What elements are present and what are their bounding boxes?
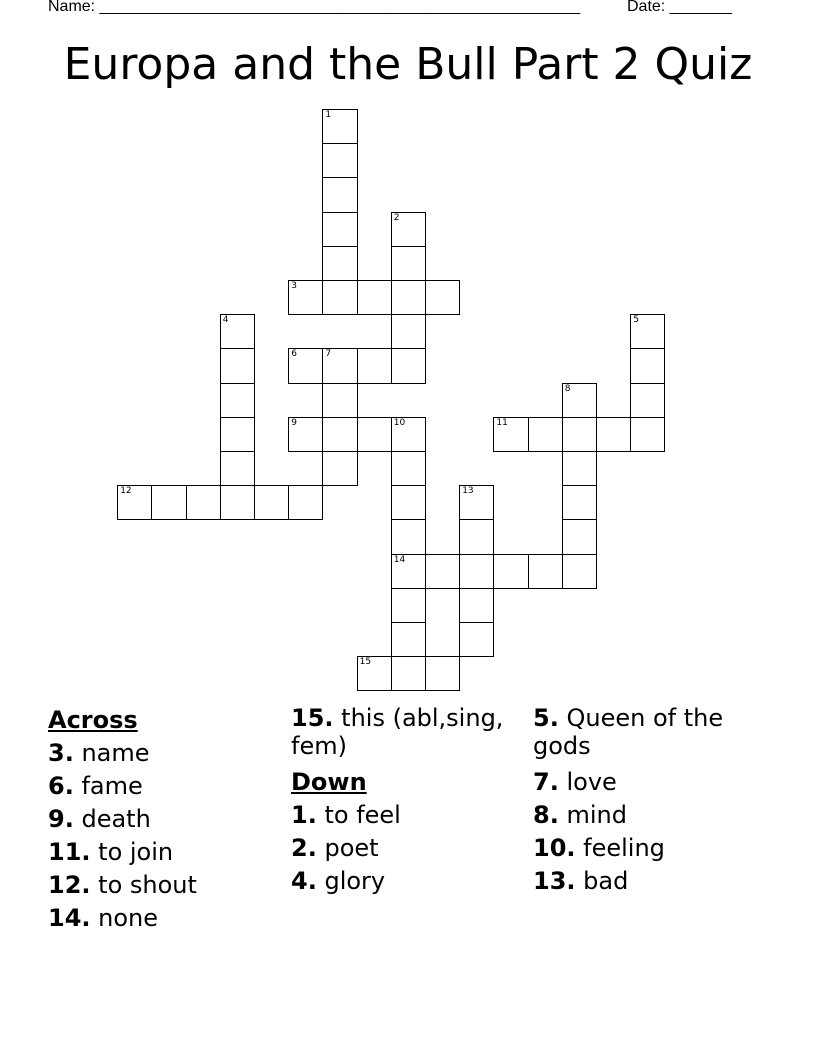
- clue-text: this (abl,sing, fem): [291, 704, 504, 760]
- clues-column-1: [48, 704, 278, 935]
- clue-text: death: [81, 805, 151, 833]
- crossword-cell[interactable]: [630, 383, 665, 418]
- down-heading: Down: [291, 768, 367, 796]
- crossword-cell[interactable]: [220, 417, 255, 452]
- clue-number: 15.: [291, 704, 334, 732]
- clue-number: 2.: [291, 834, 317, 862]
- clue-down-7: [533, 766, 763, 799]
- crossword-cell[interactable]: [322, 246, 357, 281]
- clue-text: Queen of the gods: [533, 704, 724, 760]
- clue-across-15: [291, 704, 521, 760]
- clue-number-label: 5: [633, 315, 639, 326]
- crossword-cell[interactable]: [322, 383, 357, 418]
- clue-down-8: [533, 799, 763, 832]
- clue-number-label: 3: [291, 281, 297, 291]
- crossword-cell[interactable]: [288, 485, 323, 520]
- crossword-cell[interactable]: [322, 109, 357, 144]
- clue-number-label: 2: [393, 212, 400, 223]
- clue-text: none: [98, 904, 159, 932]
- crossword-cell[interactable]: [459, 485, 494, 520]
- crossword-cell[interactable]: [391, 314, 426, 349]
- crossword-cell[interactable]: [425, 554, 460, 589]
- clue-number-label: 15: [359, 657, 372, 668]
- clue-across-12: [48, 869, 278, 902]
- clues-column-3: [533, 704, 763, 898]
- clue-number-label: 10: [393, 417, 406, 428]
- crossword-cell[interactable]: [391, 622, 426, 657]
- crossword-cell[interactable]: [288, 417, 323, 452]
- clue-down-2: [291, 832, 521, 865]
- crossword-cell[interactable]: [220, 383, 255, 418]
- clue-down-13: [533, 865, 763, 898]
- crossword-cell[interactable]: [630, 314, 665, 349]
- crossword-cell[interactable]: [220, 451, 255, 486]
- crossword-cell[interactable]: [391, 280, 426, 315]
- clue-across-3: [48, 737, 278, 770]
- crossword-cell[interactable]: [288, 280, 323, 315]
- crossword-cell[interactable]: [220, 348, 255, 383]
- crossword-cell[interactable]: [630, 417, 665, 452]
- clues-column-2: [291, 704, 521, 898]
- clue-text: to feel: [324, 801, 401, 829]
- clue-across-9: [48, 803, 278, 836]
- crossword-cell[interactable]: [391, 519, 426, 554]
- crossword-cell[interactable]: [562, 485, 597, 520]
- crossword-cell[interactable]: [459, 622, 494, 657]
- crossword-cell[interactable]: [528, 554, 563, 589]
- crossword-cell[interactable]: [391, 554, 426, 589]
- crossword-cell[interactable]: [254, 485, 289, 520]
- crossword-cell[interactable]: [459, 519, 494, 554]
- crossword-cell[interactable]: [391, 212, 426, 247]
- clue-text: to join: [98, 838, 174, 866]
- crossword-cell[interactable]: [391, 348, 426, 383]
- clue-number: 4.: [291, 867, 317, 895]
- clue-text: bad: [583, 867, 629, 895]
- crossword-cell[interactable]: [322, 212, 357, 247]
- clue-number: 8.: [533, 801, 559, 829]
- crossword-cell[interactable]: [220, 314, 255, 349]
- crossword-cell[interactable]: [186, 485, 221, 520]
- page-title: Europa and the Bull Part 2 Quiz: [63, 39, 753, 90]
- crossword-cell[interactable]: [288, 348, 323, 383]
- clue-text: feeling: [583, 834, 665, 862]
- clue-number-label: 7: [325, 349, 332, 360]
- clue-number-label: 11: [496, 417, 508, 428]
- crossword-cell[interactable]: [562, 383, 597, 418]
- crossword-cell[interactable]: [322, 451, 357, 486]
- clue-text: poet: [324, 834, 379, 862]
- clue-across-14: [48, 902, 278, 935]
- crossword-cell[interactable]: [528, 417, 563, 452]
- clue-number: 12.: [48, 871, 91, 899]
- crossword-cell[interactable]: [459, 554, 494, 589]
- crossword-cell[interactable]: [425, 280, 460, 315]
- crossword-cell[interactable]: [357, 417, 392, 452]
- crossword-cell[interactable]: [425, 656, 460, 691]
- clue-number: 6.: [48, 772, 74, 800]
- clue-number: 7.: [533, 768, 559, 796]
- across-heading: Across: [48, 706, 138, 734]
- clue-across-6: [48, 770, 278, 803]
- crossword-cell[interactable]: [493, 554, 528, 589]
- crossword-cell[interactable]: [357, 348, 392, 383]
- crossword-cell[interactable]: [117, 485, 152, 520]
- clue-number-label: 13: [462, 486, 474, 497]
- crossword-cell[interactable]: [151, 485, 186, 520]
- clue-number: 14.: [48, 904, 91, 932]
- clue-number: 10.: [533, 834, 576, 862]
- crossword-cell[interactable]: [562, 451, 597, 486]
- clue-down-4: [291, 865, 521, 898]
- crossword-cell[interactable]: [562, 519, 597, 554]
- crossword-cell[interactable]: [322, 143, 357, 178]
- clue-down-5: [533, 704, 763, 760]
- clue-text: love: [566, 768, 617, 796]
- clue-number-label: 1: [325, 110, 332, 120]
- crossword-cell[interactable]: [322, 280, 357, 315]
- crossword-cell[interactable]: [391, 246, 426, 281]
- clue-number-label: 14: [393, 554, 406, 565]
- clue-text: mind: [566, 801, 627, 829]
- clue-number-label: 8: [564, 383, 571, 394]
- clue-down-10: [533, 832, 763, 865]
- crossword-cell[interactable]: [562, 554, 597, 589]
- crossword-cell[interactable]: [357, 656, 392, 691]
- clue-number-label: 12: [120, 486, 132, 497]
- clue-text: to shout: [98, 871, 197, 899]
- crossword-cell[interactable]: [322, 417, 357, 452]
- crossword-cell[interactable]: [562, 417, 597, 452]
- crossword-cell[interactable]: [391, 656, 426, 691]
- crossword-cell[interactable]: [322, 348, 357, 383]
- clue-number-label: 4: [222, 315, 229, 326]
- crossword-cell[interactable]: [493, 417, 528, 452]
- crossword-cell[interactable]: [391, 451, 426, 486]
- crossword-cell[interactable]: [220, 485, 255, 520]
- clue-text: name: [81, 739, 150, 767]
- name-field-label: Name: ______________________________________________________: [48, 0, 581, 15]
- crossword-cell[interactable]: [459, 588, 494, 623]
- crossword-cell[interactable]: [357, 280, 392, 315]
- crossword-cell[interactable]: [391, 485, 426, 520]
- clue-text: fame: [81, 772, 143, 800]
- clue-number: 5.: [533, 704, 559, 732]
- clue-number: 9.: [48, 805, 74, 833]
- crossword-cell[interactable]: [391, 588, 426, 623]
- clue-number-label: 6: [291, 349, 297, 360]
- crossword-cell[interactable]: [630, 348, 665, 383]
- clue-text: glory: [324, 867, 386, 895]
- crossword-cell[interactable]: [596, 417, 631, 452]
- clue-number: 13.: [533, 867, 576, 895]
- date-field-label: Date: _______: [627, 0, 732, 15]
- clue-across-11: [48, 836, 278, 869]
- clue-number-label: 9: [291, 417, 297, 428]
- crossword-cell[interactable]: [322, 177, 357, 212]
- crossword-cell[interactable]: [391, 417, 426, 452]
- clue-down-1: [291, 799, 521, 832]
- clue-number: 1.: [291, 801, 317, 829]
- clue-number: 3.: [48, 739, 74, 767]
- clue-number: 11.: [48, 838, 91, 866]
